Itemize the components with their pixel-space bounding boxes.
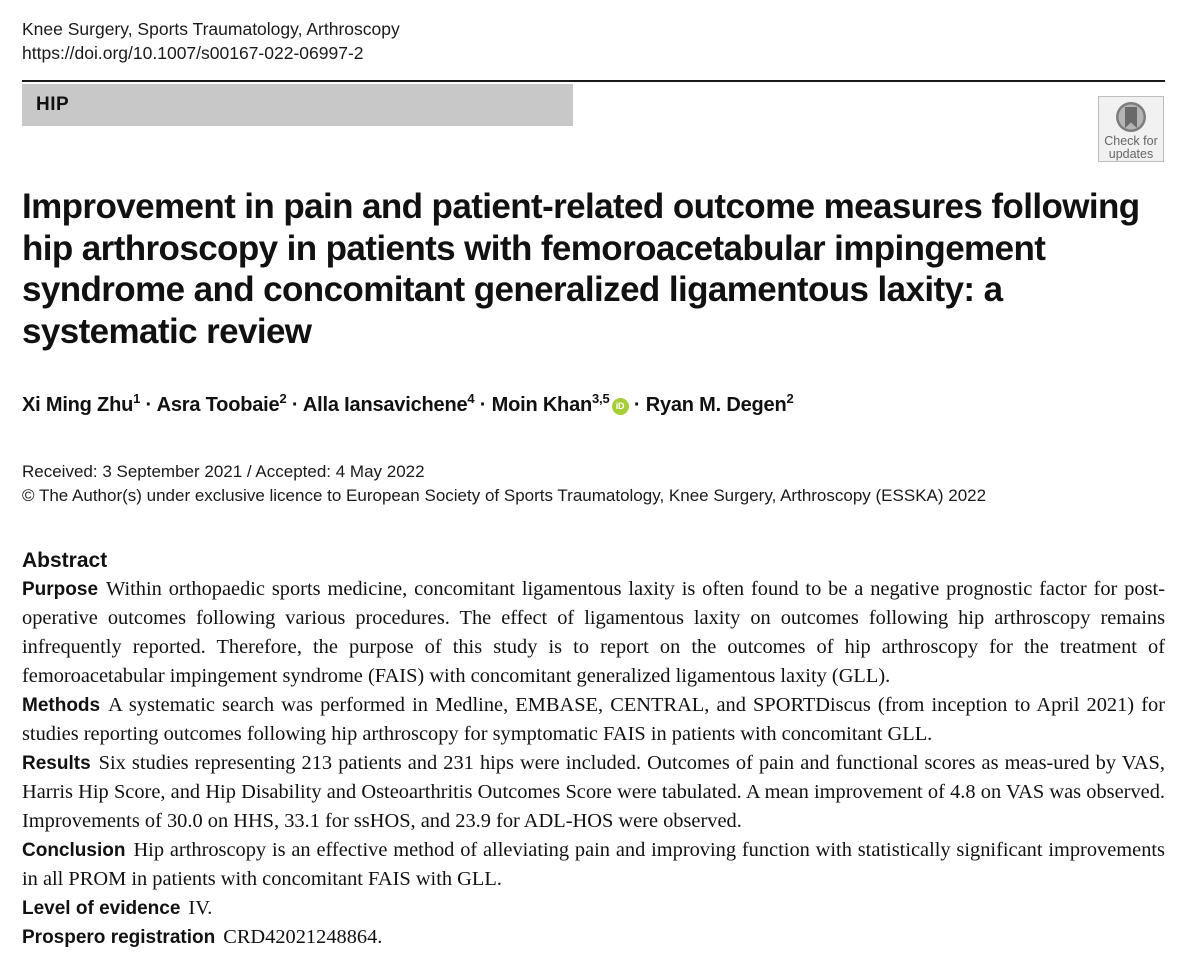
author-affiliation: 2 xyxy=(786,391,794,406)
author-name[interactable]: Moin Khan xyxy=(491,394,593,416)
author-name[interactable]: Ryan M. Degen xyxy=(645,394,787,416)
prospero-label: Prospero registration xyxy=(22,927,216,948)
author-separator: · xyxy=(145,394,152,416)
received-accepted: Received: 3 September 2021 / Accepted: 4 May 2022 xyxy=(22,462,425,481)
author-name[interactable]: Xi Ming Zhu xyxy=(22,394,134,416)
methods-label: Methods xyxy=(22,695,101,716)
journal-header xyxy=(22,17,400,65)
author-affiliation: 1 xyxy=(133,391,141,406)
abstract-heading: Abstract xyxy=(22,549,108,572)
journal-doi[interactable]: https://doi.org/10.1007/s00167-022-06997-2 xyxy=(22,43,364,63)
abstract-level xyxy=(22,894,1165,923)
check-for-updates-sublabel: updates xyxy=(1108,147,1154,161)
level-text: IV. xyxy=(188,897,213,919)
methods-text: A systematic search was performed in Medline, EMBASE, CENTRAL, and SPORTDiscus (from inception to April 2021) for studies reporting outcomes following hip arthroscopy for symptomatic FAIS in patients with concomitant GLL. xyxy=(22,694,1165,745)
author-separator: · xyxy=(479,394,487,416)
results-label: Results xyxy=(22,753,91,774)
abstract-conclusion xyxy=(22,836,1165,894)
article-title: Improvement in pain and patient-related outcome measures following hip arthroscopy in patients with femoroacetabular impingement syndrome and concomitant generalized ligamentous laxity: a systematic review xyxy=(22,187,1140,351)
prospero-text: CRD42021248864. xyxy=(223,926,383,948)
abstract-body xyxy=(22,575,1165,952)
abstract-methods xyxy=(22,691,1165,749)
author-affiliation: 2 xyxy=(279,391,287,406)
orcid-icon[interactable]: iD xyxy=(612,398,629,415)
journal-name: Knee Surgery, Sports Traumatology, Arthroscopy xyxy=(22,19,400,39)
section-label: HIP xyxy=(22,84,573,126)
author-separator: · xyxy=(633,394,641,416)
bookmark-icon xyxy=(1114,100,1148,134)
author-list xyxy=(22,390,794,420)
header-rule xyxy=(22,80,1165,82)
author-name[interactable]: Alla Iansavichene xyxy=(302,394,468,416)
abstract-prospero xyxy=(22,923,1165,952)
results-text: Six studies representing 213 patients and 231 hips were included. Outcomes of pain and functional scores as meas-ured by VAS, Harris Hip Score, and Hip Disability and Osteoarthritis Outcomes Score were tabulated. A mean improvement of 4.8 on VAS was observed. Improvements of 30.0 on HHS, 33.1 for ssHOS, and 23.9 for ADL-HOS were observed. xyxy=(22,752,1165,832)
author-affiliation: 3,5 xyxy=(592,391,610,406)
abstract-purpose xyxy=(22,575,1165,691)
author-separator: · xyxy=(291,394,299,416)
level-label: Level of evidence xyxy=(22,898,181,919)
check-for-updates-label: Check for xyxy=(1104,134,1158,148)
copyright-notice: © The Author(s) under exclusive licence to European Society of Sports Traumatology, Knee Surgery, Arthroscopy (ESSKA) 2022 xyxy=(22,486,987,505)
abstract-results xyxy=(22,749,1165,836)
purpose-label: Purpose xyxy=(22,579,99,600)
author-affiliation: 4 xyxy=(467,391,475,406)
check-for-updates-badge[interactable] xyxy=(1098,96,1164,162)
purpose-text: Within orthopaedic sports medicine, concomitant ligamentous laxity is often found to be a negative prognostic factor for post-operative outcomes following various procedures. The effect of ligamentous laxity on outcomes following hip arthroscopy remains infrequently reported. Therefore, the purpose of this study is to report on the outcomes of hip arthroscopy for the treatment of femoroacetabular impingement syndrome (FAIS) with concomitant generalized ligamentous laxity (GLL). xyxy=(22,578,1165,687)
conclusion-text: Hip arthroscopy is an effective method of alleviating pain and improving function with statistically significant improvements in all PROM in patients with concomitant FAIS with GLL. xyxy=(22,839,1165,890)
article-dates xyxy=(22,460,986,508)
author-name[interactable]: Asra Toobaie xyxy=(156,394,280,416)
conclusion-label: Conclusion xyxy=(22,840,126,861)
